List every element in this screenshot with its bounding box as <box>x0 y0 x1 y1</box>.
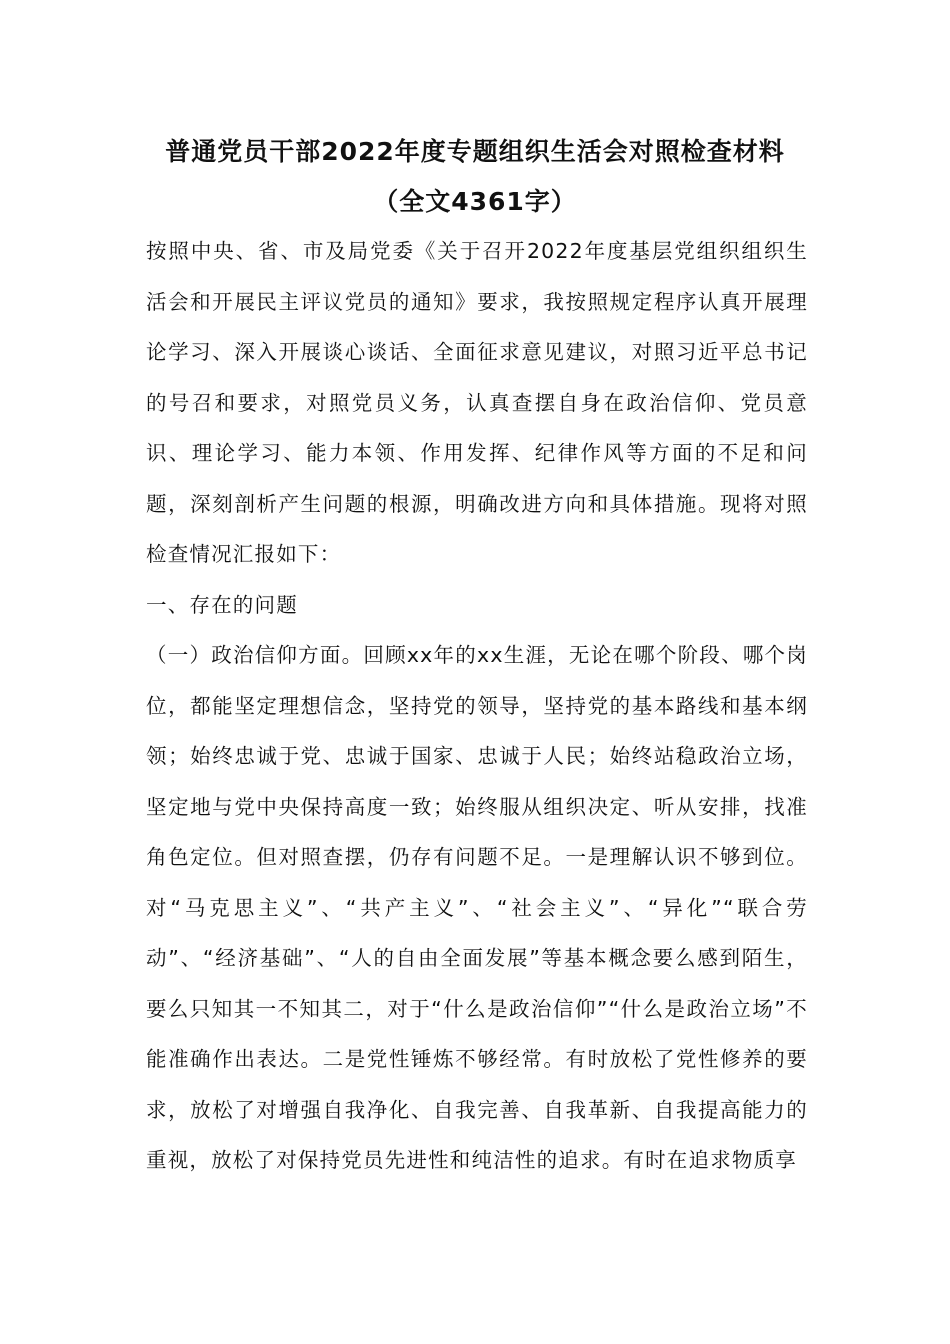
section-heading: 一、存在的问题 <box>146 592 298 617</box>
document-subtitle: （全文4361字） <box>373 187 577 216</box>
paragraph-intro: 按照中央、省、市及局党委《关于召开2022年度基层党组织组织生活会和开展民主评议党员的通知》要求，我按照规定程序认真开展理论学习、深入开展谈心谈话、全面征求意见建议，对照习近平总书记的号召和要求，对照党员义务，认真查摆自身在政治信仰、党员意识、理论学习、能力本领、作用发挥、纪律作风等方面的不足和问题，深刻剖析产生问题的根源，明确改进方向和具体措施。现将对照检查情况汇报如下： <box>146 239 808 566</box>
paragraph-political-belief: （一）政治信仰方面。回顾xx年的xx生涯，无论在哪个阶段、哪个岗位，都能坚定理想信念，坚持党的领导，坚持党的基本路线和基本纲领；始终忠诚于党、忠诚于国家、忠诚于人民；始终站稳政治立场，坚定地与党中央保持高度一致；始终服从组织决定、听从安排，找准角色定位。但对照查摆，仍存有问题不足。一是理解认识不够到位。对“马克思主义”、“共产主义”、“社会主义”、“异化”“联合劳动”、“经济基础”、“人的自由全面发展”等基本概念要么感到陌生，要么只知其一不知其二，对于“什么是政治信仰”“什么是政治立场”不能准确作出表达。二是党性锤炼不够经常。有时放松了党性修养的要求，放松了对增强自我净化、自我完善、自我革新、自我提高能力的重视，放松了对保持党员先进性和纯洁性的追求。有时在追求物质享 <box>146 643 808 1172</box>
document-title: 普通党员干部2022年度专题组织生活会对照检查材料 <box>165 137 785 166</box>
document-body <box>146 226 808 1186</box>
